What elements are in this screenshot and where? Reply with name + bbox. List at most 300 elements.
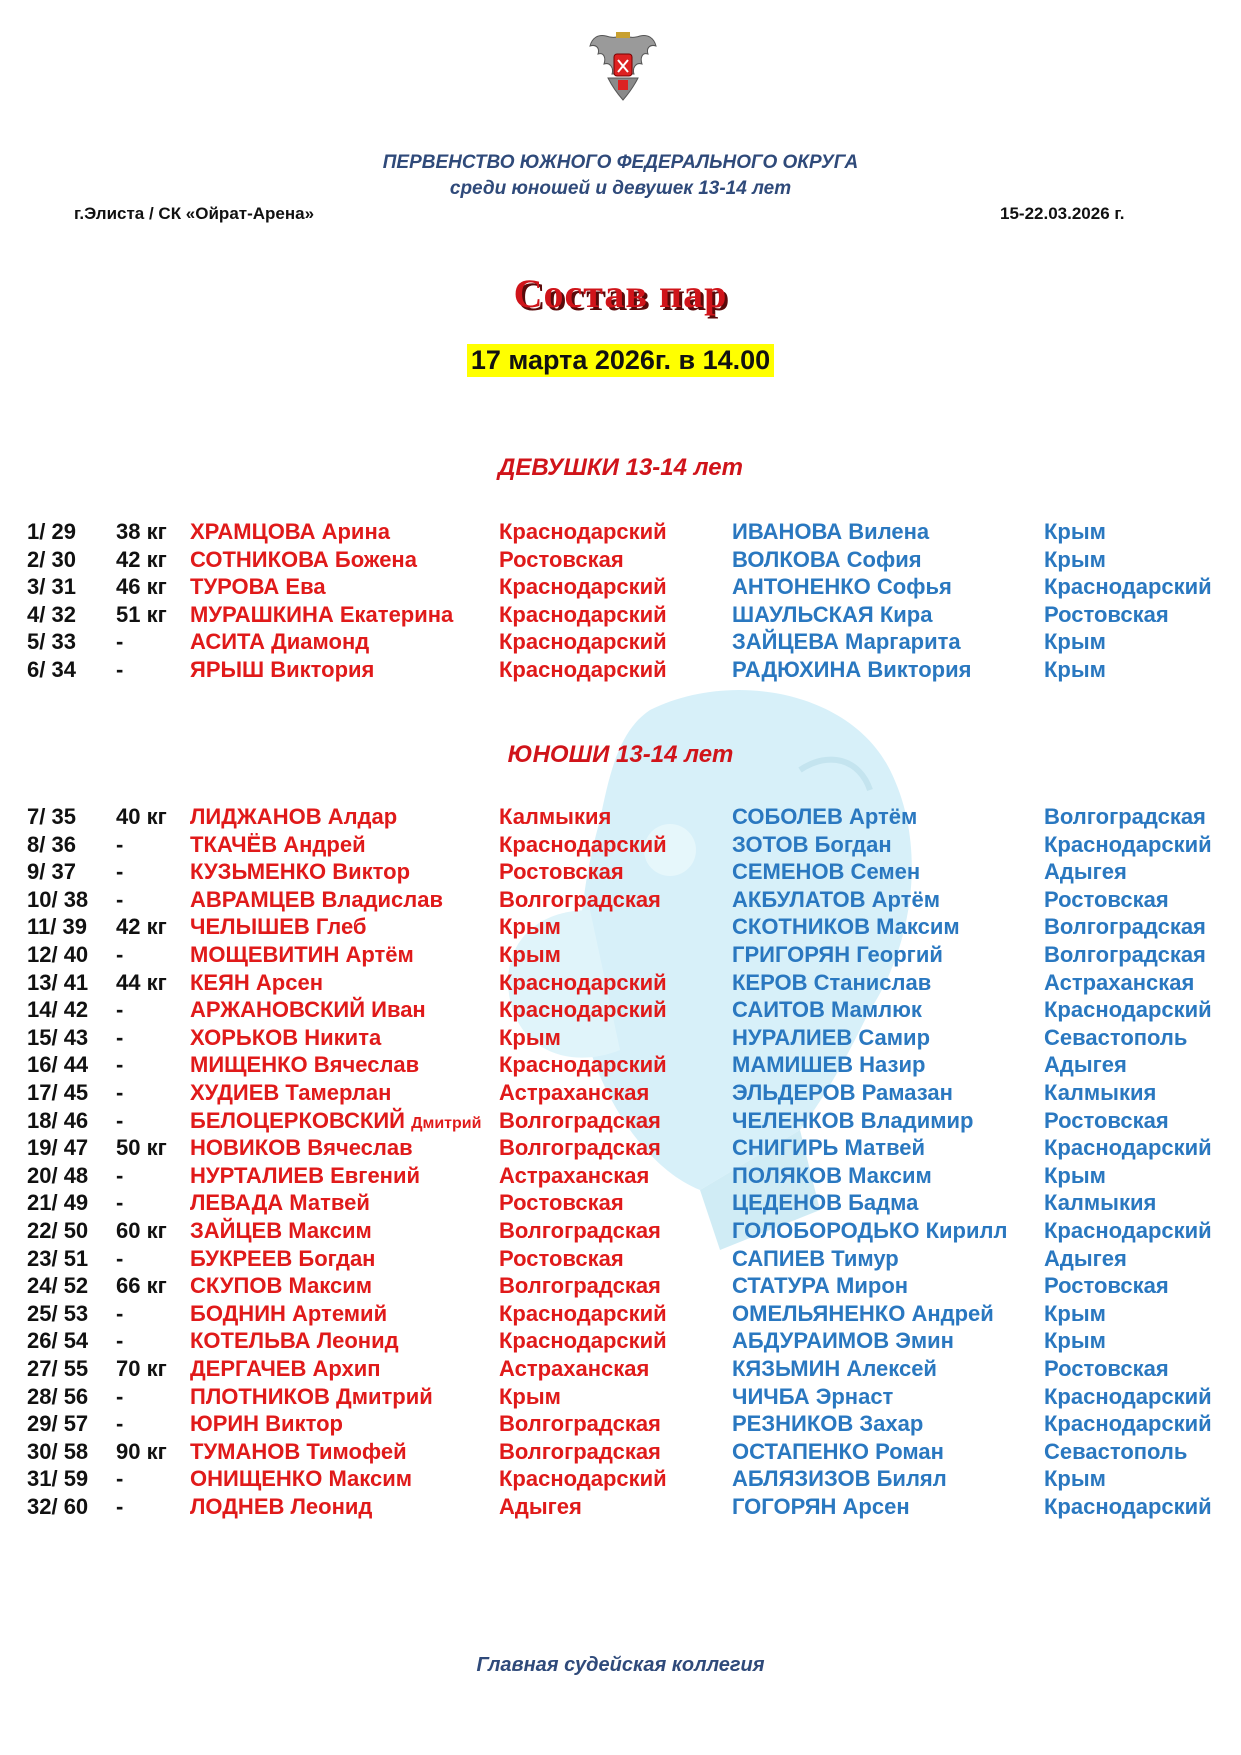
table-row	[0, 1135, 1241, 1166]
table-row	[0, 1163, 1241, 1194]
weight-category-text: -	[116, 1245, 124, 1271]
blue-corner-region	[1044, 1328, 1106, 1354]
red-corner-name-text: ТКАЧЁВ Андрей	[190, 831, 366, 857]
blue-corner-name-text: СЕМЕНОВ Семен	[732, 859, 921, 885]
table-row	[0, 887, 1241, 918]
red-corner-name	[190, 547, 417, 573]
bout-number	[27, 832, 76, 858]
red-corner-name-text: СОТНИКОВА Божена	[190, 546, 417, 572]
table-row	[0, 1108, 1241, 1139]
weight-category	[116, 547, 167, 573]
bout-number-text: 4/ 32	[27, 601, 76, 627]
red-corner-name-text: БЕЛОЦЕРКОВСКИЙ	[190, 1107, 405, 1133]
red-corner-name	[190, 832, 366, 858]
table-row	[0, 914, 1241, 945]
championship-subtitle: среди юношей и девушек 13-14 лет	[449, 178, 792, 199]
red-corner-region-text: Волгоградская	[499, 1438, 661, 1464]
blue-corner-region-text: Крым	[1044, 629, 1106, 655]
table-row	[0, 1246, 1241, 1277]
weight-category-text: 90 кг	[116, 1438, 167, 1464]
weight-category	[116, 1466, 123, 1492]
footer-signature: Главная судейская коллегия	[476, 1654, 765, 1676]
weight-category	[116, 804, 167, 830]
red-corner-name	[190, 1356, 381, 1382]
blue-corner-name	[732, 1494, 910, 1520]
blue-corner-name-text: АКБУЛАТОВ Артём	[732, 886, 940, 912]
bout-number-text: 29/ 57	[27, 1411, 89, 1437]
blue-corner-region	[1044, 547, 1106, 573]
weight-category	[116, 887, 123, 913]
red-corner-name-text: БУКРЕЕВ Богдан	[190, 1245, 376, 1271]
table-row	[0, 1052, 1241, 1083]
red-corner-region-text: Ростовская	[499, 1245, 624, 1271]
blue-corner-region	[1044, 804, 1206, 830]
red-corner-name-text: ОНИЩЕНКО Максим	[190, 1466, 413, 1492]
blue-corner-name	[732, 1411, 923, 1437]
blue-corner-region	[1044, 602, 1169, 628]
bout-number-text: 16/ 44	[27, 1052, 89, 1078]
blue-corner-region	[1044, 1411, 1212, 1437]
red-corner-region-text: Калмыкия	[499, 804, 612, 829]
red-corner-region-text: Краснодарский	[499, 1300, 667, 1326]
table-row	[0, 1356, 1241, 1387]
weight-category	[116, 1190, 123, 1216]
blue-corner-name	[732, 519, 929, 545]
blue-corner-name-text: КЕРОВ Станислав	[732, 969, 932, 995]
blue-corner-name-text: ШАУЛЬСКАЯ Кира	[732, 601, 933, 627]
bout-number-text: 31/ 59	[27, 1466, 89, 1492]
bout-number	[27, 1135, 88, 1161]
bout-number-text: 22/ 50	[27, 1218, 89, 1243]
red-corner-region	[499, 1108, 661, 1134]
red-corner-name-text: ЯРЫШ Виктория	[190, 657, 375, 682]
weight-category-text: 50 кг	[116, 1135, 167, 1161]
bout-number-text: 17/ 45	[27, 1080, 89, 1105]
bout-number	[27, 1301, 88, 1327]
bout-number-text: 28/ 56	[27, 1383, 89, 1409]
blue-corner-name	[732, 832, 892, 858]
red-corner-name	[190, 1301, 387, 1327]
blue-corner-region-text: Волгоградская	[1044, 942, 1206, 967]
bout-number	[27, 1080, 88, 1106]
blue-corner-region	[1044, 1108, 1169, 1134]
red-corner-name	[190, 1025, 381, 1051]
weight-category-text: 46 кг	[116, 574, 167, 600]
blue-corner-name	[732, 602, 932, 628]
red-corner-region	[499, 887, 661, 913]
blue-corner-name-text: СНИГИРЬ Матвей	[732, 1135, 926, 1161]
red-corner-region-text: Волгоградская	[499, 1411, 661, 1437]
red-corner-region	[499, 1135, 661, 1161]
table-row	[0, 657, 1241, 688]
bout-number-text: 15/ 43	[27, 1024, 89, 1050]
red-corner-region	[499, 1301, 667, 1327]
blue-corner-region-text: Краснодарский	[1044, 1411, 1212, 1437]
red-corner-name-text: КОТЕЛЬВА Леонид	[190, 1328, 399, 1354]
red-corner-region	[499, 1190, 624, 1216]
bout-number-text: 24/ 52	[27, 1273, 89, 1299]
blue-corner-region-text: Севастополь	[1044, 1438, 1188, 1464]
blue-corner-region-text: Ростовская	[1044, 886, 1169, 912]
blue-corner-region-text: Крым	[1044, 1328, 1106, 1354]
red-corner-region	[499, 859, 624, 885]
red-corner-region	[499, 914, 561, 940]
red-corner-name	[190, 1080, 391, 1106]
red-corner-name-text: ЛОДНЕВ Леонид	[190, 1494, 373, 1519]
blue-corner-region-text: Адыгея	[1044, 1052, 1127, 1078]
weight-category-text: 44 кг	[116, 969, 167, 995]
red-corner-name-text: ЗАЙЦЕВ Максим	[190, 1218, 372, 1243]
bout-number-text: 32/ 60	[27, 1494, 89, 1519]
bout-number	[27, 519, 76, 545]
red-corner-region	[499, 970, 667, 996]
red-corner-name	[190, 1246, 375, 1272]
bout-number	[27, 1384, 88, 1410]
red-corner-region-text: Краснодарский	[499, 657, 667, 682]
blue-corner-name-text: РАДЮХИНА Виктория	[732, 657, 972, 682]
bout-datetime: 17 марта 2026г. в 14.00	[467, 344, 774, 377]
blue-corner-region	[1044, 574, 1212, 600]
blue-corner-name	[732, 1384, 893, 1410]
venue-label: г.Элиста / СК «Ойрат-Арена»	[74, 204, 315, 223]
blue-corner-name	[732, 1135, 925, 1161]
red-corner-name	[190, 1190, 370, 1216]
bout-number	[27, 1273, 88, 1299]
blue-corner-region-text: Адыгея	[1044, 859, 1127, 885]
weight-category-text: -	[116, 1411, 124, 1437]
red-corner-name-text: КЕЯН Арсен	[190, 969, 323, 995]
bout-number-text: 13/ 41	[27, 969, 89, 995]
red-corner-name	[190, 1466, 412, 1492]
blue-corner-name-text: ГОЛОБОРОДЬКО Кирилл	[732, 1218, 1008, 1243]
weight-category	[116, 1080, 123, 1106]
blue-corner-name-text: АНТОНЕНКО Софья	[732, 574, 952, 600]
bout-number	[27, 657, 76, 683]
red-corner-name	[190, 997, 426, 1023]
table-row	[0, 832, 1241, 863]
red-corner-region	[499, 574, 667, 600]
blue-corner-region	[1044, 887, 1169, 913]
blue-corner-region	[1044, 1052, 1127, 1078]
blue-corner-name	[732, 1052, 925, 1078]
bout-number-text: 27/ 55	[27, 1356, 89, 1381]
red-corner-region-text: Астраханская	[499, 1162, 650, 1188]
red-corner-name	[190, 1163, 420, 1189]
red-corner-name-text: ТУМАНОВ Тимофей	[190, 1438, 407, 1464]
red-corner-name	[190, 1108, 481, 1134]
red-corner-name	[190, 942, 414, 968]
red-corner-name	[190, 519, 390, 545]
bout-number	[27, 1052, 88, 1078]
blue-corner-name	[732, 1273, 908, 1299]
red-corner-name-small: Дмитрий	[411, 1114, 482, 1132]
blue-corner-region-text: Ростовская	[1044, 601, 1169, 627]
blue-corner-name-text: ВОЛКОВА София	[732, 546, 922, 572]
blue-corner-region	[1044, 1301, 1106, 1327]
blue-corner-region-text: Краснодарский	[1044, 1218, 1212, 1243]
red-corner-name-text: АВРАМЦЕВ Владислав	[190, 886, 444, 912]
blue-corner-name-text: ГОГОРЯН Арсен	[732, 1494, 910, 1519]
datetime-wrapper	[0, 344, 1241, 377]
bout-number	[27, 1163, 88, 1189]
red-corner-region-text: Астраханская	[499, 1080, 650, 1105]
bout-number-text: 21/ 49	[27, 1190, 89, 1216]
bout-number	[27, 914, 87, 940]
red-corner-name	[190, 887, 443, 913]
table-row	[0, 1411, 1241, 1442]
blue-corner-name-text: СКОТНИКОВ Максим	[732, 914, 960, 940]
bout-number	[27, 1494, 88, 1520]
weight-category	[116, 859, 123, 885]
weight-category	[116, 1052, 123, 1078]
bout-number	[27, 1439, 88, 1465]
blue-corner-name	[732, 1439, 944, 1465]
red-corner-region-text: Волгоградская	[499, 1273, 661, 1299]
weight-category-text: 60 кг	[116, 1218, 167, 1243]
weight-category-text: -	[116, 1190, 124, 1216]
red-corner-region	[499, 1218, 661, 1244]
blue-corner-name-text: ЧИЧБА Эрнаст	[732, 1383, 894, 1409]
blue-corner-region	[1044, 1190, 1156, 1216]
table-row	[0, 1384, 1241, 1415]
red-corner-name	[190, 914, 366, 940]
weight-category-text: -	[116, 831, 124, 857]
blue-corner-name	[732, 859, 920, 885]
bout-number	[27, 1411, 88, 1437]
red-corner-region-text: Краснодарский	[499, 601, 667, 627]
weight-category	[116, 602, 167, 628]
blue-corner-name	[732, 997, 922, 1023]
weight-category-text: -	[116, 886, 124, 912]
weight-category-text: -	[116, 1162, 124, 1188]
red-corner-region	[499, 1052, 667, 1078]
red-corner-name	[190, 574, 326, 600]
red-corner-region-text: Астраханская	[499, 1356, 650, 1381]
red-corner-region	[499, 832, 667, 858]
weight-category	[116, 970, 167, 996]
blue-corner-region	[1044, 1218, 1212, 1244]
red-corner-name-text: БОДНИН Артемий	[190, 1300, 388, 1326]
red-corner-region	[499, 629, 667, 655]
blue-corner-region	[1044, 1356, 1169, 1382]
red-corner-region	[499, 1080, 649, 1106]
championship-title: ПЕРВЕНСТВО ЮЖНОГО ФЕДЕРАЛЬНОГО ОКРУГА	[382, 152, 859, 173]
bout-number-text: 5/ 33	[27, 629, 76, 655]
red-corner-region	[499, 942, 561, 968]
blue-corner-name-text: ГРИГОРЯН Георгий	[732, 942, 943, 967]
blue-corner-region-text: Адыгея	[1044, 1245, 1127, 1271]
red-corner-region-text: Ростовская	[499, 859, 624, 885]
blue-corner-region-text: Крым	[1044, 546, 1106, 572]
red-corner-name	[190, 602, 453, 628]
red-corner-region	[499, 1163, 649, 1189]
blue-corner-region	[1044, 629, 1106, 655]
blue-corner-region-text: Краснодарский	[1044, 1135, 1212, 1161]
red-corner-name	[190, 1439, 407, 1465]
blue-corner-region-text: Волгоградская	[1044, 804, 1206, 829]
blue-corner-region-text: Краснодарский	[1044, 1383, 1212, 1409]
red-corner-name-text: СКУПОВ Максим	[190, 1273, 373, 1299]
blue-corner-region-text: Крым	[1044, 657, 1106, 682]
red-corner-region	[499, 657, 667, 683]
table-row	[0, 1466, 1241, 1497]
weight-category-text: -	[116, 629, 124, 655]
red-corner-name	[190, 859, 410, 885]
bout-number-text: 26/ 54	[27, 1328, 89, 1354]
red-corner-region-text: Ростовская	[499, 546, 624, 572]
bout-number	[27, 887, 88, 913]
red-corner-region-text: Краснодарский	[499, 997, 667, 1023]
weight-category-text: 42 кг	[116, 914, 167, 940]
blue-corner-name	[732, 629, 961, 655]
weight-category	[116, 1356, 167, 1382]
weight-category	[116, 1384, 123, 1410]
weight-category-text: -	[116, 1383, 124, 1409]
weight-category	[116, 1439, 167, 1465]
weight-category	[116, 574, 167, 600]
bout-number-text: 2/ 30	[27, 546, 76, 572]
weight-category	[116, 629, 123, 655]
blue-corner-name-text: ЧЕЛЕНКОВ Владимир	[732, 1107, 974, 1133]
blue-corner-region	[1044, 859, 1127, 885]
blue-corner-name	[732, 1108, 974, 1134]
red-corner-region-text: Краснодарский	[499, 1466, 667, 1492]
table-row	[0, 942, 1241, 973]
table-row	[0, 970, 1241, 1001]
weight-category-text: 66 кг	[116, 1273, 167, 1299]
table-row	[0, 859, 1241, 890]
weight-category	[116, 657, 123, 683]
weight-category-text: -	[116, 859, 124, 885]
blue-corner-name-text: ОМЕЛЬЯНЕНКО Андрей	[732, 1300, 994, 1326]
red-corner-region	[499, 1466, 667, 1492]
bout-number	[27, 1218, 88, 1244]
bout-number-text: 19/ 47	[27, 1135, 89, 1161]
blue-corner-region-text: Краснодарский	[1044, 574, 1212, 600]
weight-category	[116, 832, 123, 858]
blue-corner-name	[732, 970, 931, 996]
weight-category	[116, 914, 167, 940]
bout-number	[27, 997, 88, 1023]
blue-corner-region	[1044, 1439, 1187, 1465]
weight-category-text: -	[116, 657, 124, 682]
blue-corner-name-text: САИТОВ Мамлюк	[732, 997, 922, 1023]
blue-corner-name	[732, 657, 972, 683]
blue-corner-region	[1044, 1135, 1212, 1161]
blue-corner-region	[1044, 1246, 1127, 1272]
blue-corner-region	[1044, 1384, 1212, 1410]
weight-category-text: 38 кг	[116, 519, 167, 544]
table-row	[0, 1190, 1241, 1221]
red-corner-name-text: ЛЕВАДА Матвей	[190, 1190, 370, 1216]
blue-corner-region	[1044, 1080, 1156, 1106]
red-corner-name-text: ХУДИЕВ Тамерлан	[190, 1080, 392, 1105]
table-row	[0, 997, 1241, 1028]
red-corner-region-text: Волгоградская	[499, 1218, 661, 1243]
red-corner-region-text: Краснодарский	[499, 831, 667, 857]
blue-corner-region-text: Калмыкия	[1044, 1190, 1157, 1216]
blue-corner-region	[1044, 1273, 1169, 1299]
red-corner-region-text: Краснодарский	[499, 574, 667, 600]
red-corner-region	[499, 997, 667, 1023]
blue-corner-region-text: Крым	[1044, 519, 1106, 544]
table-row	[0, 1328, 1241, 1359]
red-corner-name-text: ХРАМЦОВА Арина	[190, 519, 390, 544]
blue-corner-name	[732, 887, 940, 913]
weight-category	[116, 1025, 123, 1051]
weight-category	[116, 1218, 167, 1244]
red-corner-name-text: НУРТАЛИЕВ Евгений	[190, 1162, 421, 1188]
weight-category	[116, 942, 123, 968]
blue-corner-region-text: Крым	[1044, 1300, 1106, 1326]
bout-number-text: 6/ 34	[27, 657, 76, 682]
red-corner-region-text: Краснодарский	[499, 969, 667, 995]
red-corner-region	[499, 1356, 649, 1382]
red-corner-region-text: Краснодарский	[499, 1328, 667, 1354]
red-corner-region	[499, 519, 667, 545]
blue-corner-name-text: РЕЗНИКОВ Захар	[732, 1411, 924, 1437]
blue-corner-region	[1044, 1466, 1106, 1492]
red-corner-name	[190, 1273, 372, 1299]
blue-corner-name	[732, 1328, 954, 1354]
red-corner-name	[190, 1411, 343, 1437]
table-row	[0, 1439, 1241, 1470]
page-title: Состав пар	[513, 271, 728, 316]
blue-corner-name-text: ИВАНОВА Вилена	[732, 519, 930, 544]
blue-corner-region-text: Краснодарский	[1044, 1494, 1212, 1519]
red-corner-region-text: Крым	[499, 1383, 561, 1409]
red-corner-region-text: Адыгея	[499, 1494, 582, 1519]
weight-category-text: -	[116, 1328, 124, 1354]
blue-corner-name-text: АБДУРАИМОВ Эмин	[732, 1328, 954, 1354]
blue-corner-region	[1044, 519, 1106, 545]
bout-number	[27, 942, 88, 968]
weight-category-text: 70 кг	[116, 1356, 167, 1381]
red-corner-name	[190, 970, 323, 996]
red-corner-name-text: ТУРОВА Ева	[190, 574, 326, 600]
bout-number-text: 23/ 51	[27, 1245, 89, 1271]
blue-corner-name-text: САПИЕВ Тимур	[732, 1245, 899, 1271]
weight-category	[116, 1246, 123, 1272]
red-corner-region	[499, 1494, 582, 1520]
weight-category-text: 40 кг	[116, 804, 167, 829]
weight-category	[116, 997, 123, 1023]
red-corner-region-text: Крым	[499, 942, 561, 967]
weight-category-text: -	[116, 1080, 124, 1105]
blue-corner-name	[732, 1218, 1007, 1244]
weight-category-text: -	[116, 1494, 124, 1519]
red-corner-name-text: ЛИДЖАНОВ Алдар	[190, 804, 398, 829]
blue-corner-region	[1044, 914, 1206, 940]
red-corner-name-text: МИЩЕНКО Вячеслав	[190, 1052, 420, 1078]
blue-corner-name	[732, 1301, 994, 1327]
weight-category-text: -	[116, 942, 124, 967]
red-corner-region	[499, 1025, 561, 1051]
red-corner-name	[190, 1328, 399, 1354]
red-corner-region-text: Волгоградская	[499, 1107, 661, 1133]
weight-category	[116, 1494, 123, 1520]
bout-number	[27, 1466, 88, 1492]
red-corner-name	[190, 1218, 372, 1244]
blue-corner-region	[1044, 1163, 1106, 1189]
blue-corner-name	[732, 1163, 932, 1189]
event-dates: 15-22.03.2026 г.	[1000, 204, 1125, 223]
red-corner-name-text: ДЕРГАЧЕВ Архип	[190, 1356, 381, 1381]
red-corner-region	[499, 1328, 667, 1354]
red-corner-name-text: НОВИКОВ Вячеслав	[190, 1135, 413, 1161]
table-row	[0, 547, 1241, 578]
table-row	[0, 1218, 1241, 1249]
